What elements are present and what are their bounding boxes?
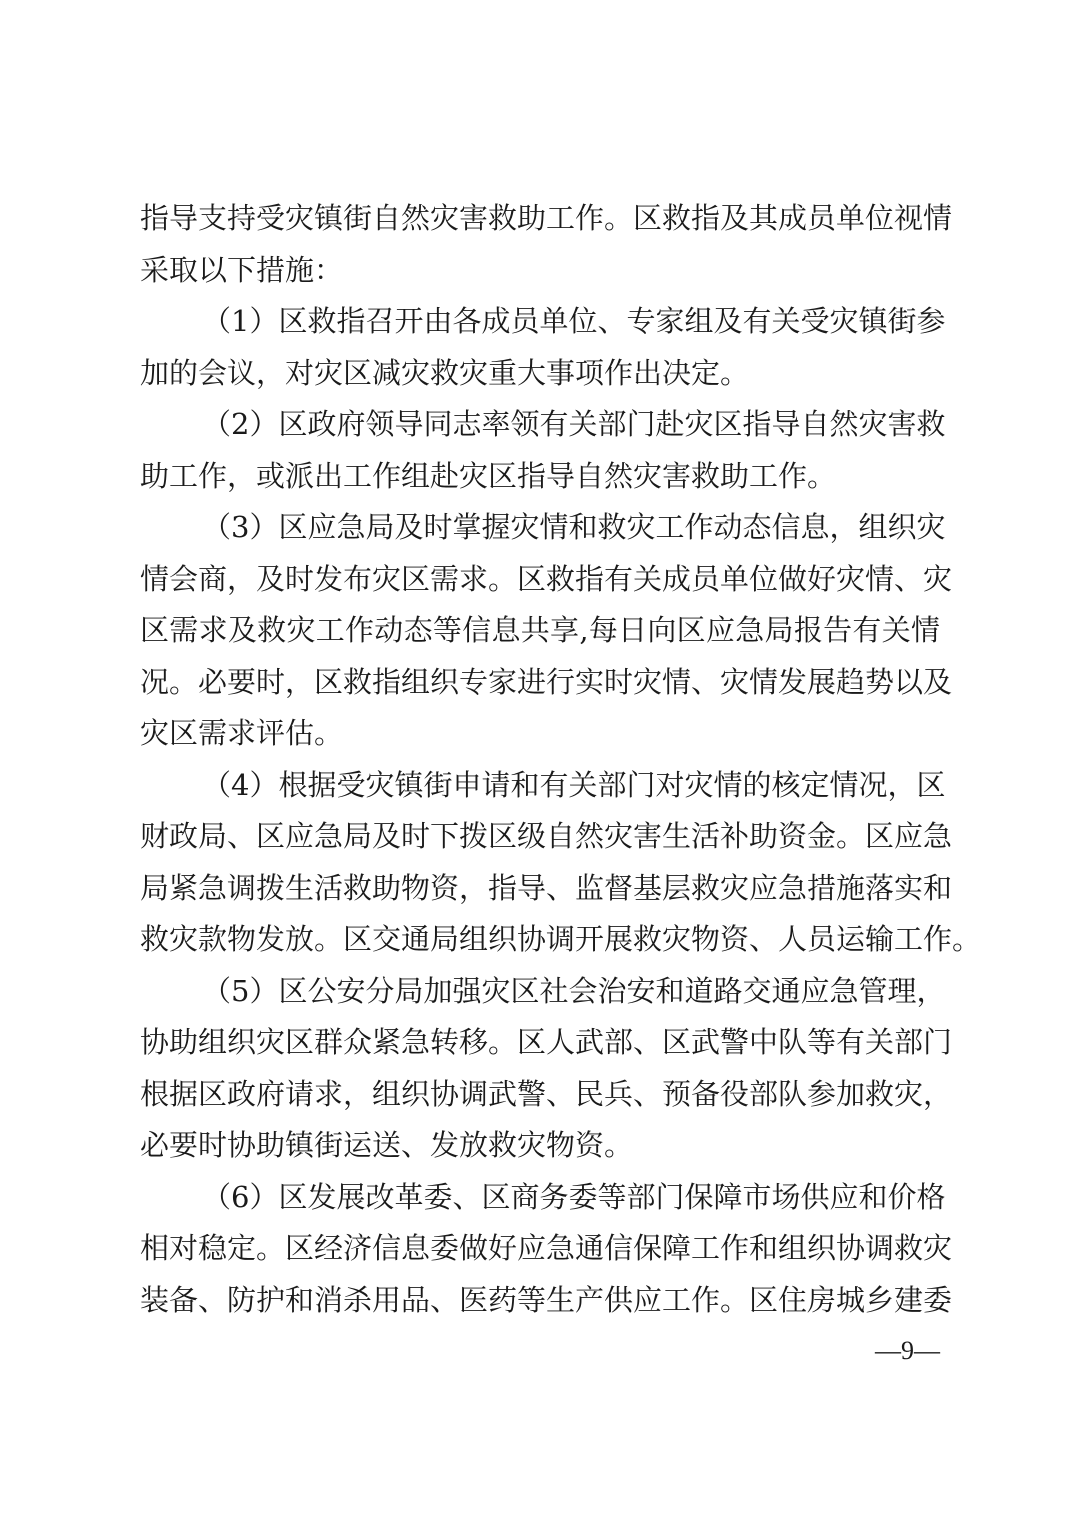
body-text bbox=[140, 193, 982, 1326]
text-line: 指导支持受灾镇街自然灾害救助工作。区救指及其成员单位视情 bbox=[140, 201, 953, 235]
text-line: 况。必要时，区救指组织专家进行实时灾情、灾情发展趋势以及 bbox=[140, 664, 953, 699]
text-line: （5）区公安分局加强灾区社会治安和道路交通应急管理， bbox=[202, 973, 946, 1008]
text-line: 协助组织灾区群众紧急转移。区人武部、区武警中队等有关部门 bbox=[140, 1025, 953, 1059]
text-line: 必要时协助镇街运送、发放救灾物资。 bbox=[140, 1128, 634, 1162]
text-line: 采取以下措施： bbox=[140, 252, 344, 287]
text-line: 救灾款物发放。区交通局组织协调开展救灾物资、人员运输工作。 bbox=[140, 922, 982, 956]
text-line: （1）区救指召开由各成员单位、专家组及有关受灾镇街参 bbox=[202, 304, 946, 338]
page-number: —9— bbox=[875, 1336, 940, 1365]
text-line: 灾区需求评估。 bbox=[140, 716, 344, 750]
text-line: （4）根据受灾镇街申请和有关部门对灾情的核定情况，区 bbox=[202, 767, 946, 802]
text-line: 根据区政府请求，组织协调武警、民兵、预备役部队参加救灾， bbox=[140, 1076, 953, 1111]
text-line: （6）区发展改革委、区商务委等部门保障市场供应和价格 bbox=[202, 1179, 946, 1214]
text-line: 局紧急调拨生活救助物资，指导、监督基层救灾应急措施落实和 bbox=[140, 870, 953, 905]
text-line: （2）区政府领导同志率领有关部门赴灾区指导自然灾害救 bbox=[202, 407, 946, 441]
text-line: 财政局、区应急局及时下拨区级自然灾害生活补助资金。区应急 bbox=[140, 819, 953, 853]
text-line: 相对稳定。区经济信息委做好应急通信保障工作和组织协调救灾 bbox=[140, 1231, 953, 1265]
text-line: 助工作，或派出工作组赴灾区指导自然灾害救助工作。 bbox=[140, 458, 837, 493]
text-line: 加的会议，对灾区减灾救灾重大事项作出决定。 bbox=[140, 355, 750, 390]
text-line: 区需求及救灾工作动态等信息共享,每日向区应急局报告有关情 bbox=[140, 613, 940, 647]
text-line: （3）区应急局及时掌握灾情和救灾工作动态信息，组织灾 bbox=[202, 510, 946, 544]
text-line: 装备、防护和消杀用品、医药等生产供应工作。区住房城乡建委 bbox=[140, 1282, 953, 1317]
text-line: 情会商，及时发布灾区需求。区救指有关成员单位做好灾情、灾 bbox=[140, 561, 953, 596]
